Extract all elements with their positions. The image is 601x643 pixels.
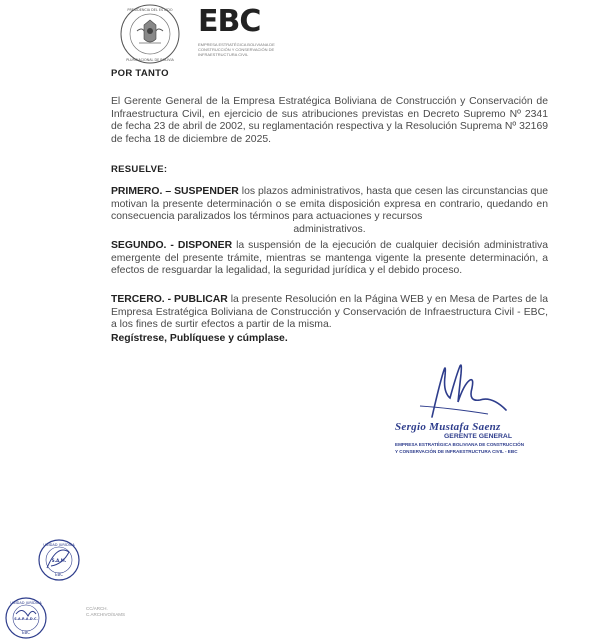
presidency-seal-icon (117, 3, 183, 65)
por-tanto-heading: POR TANTO (111, 68, 169, 79)
svg-text:PRESIDENCIA DEL ESTADO: PRESIDENCIA DEL ESTADO (127, 8, 173, 12)
article-tercero (111, 294, 548, 332)
segundo-label: SEGUNDO. - DISPONER (111, 240, 233, 251)
svg-text:EBC: EBC (22, 630, 30, 635)
signer-org-line1: EMPRESA ESTRATÉGICA BOLIVIANA DE CONSTRUCCIÓN (395, 442, 525, 447)
svg-text:UNIDAD JURÍDICA: UNIDAD JURÍDICA (10, 601, 42, 605)
article-segundo (111, 240, 548, 278)
segundo-text: la suspensión de la ejecución de cualquier decisión administrativa emergente del presente trámite, mientras se mantenga vigente la presente determinación, a efectos de resguardar la legalidad, la seguridad jurídica y el debido proceso. (111, 240, 549, 277)
primero-text: los plazos administrativos, hasta que cesen las circunstancias que motivan la presente determinación o se emita disposición expresa en contrario, quedando en consecuencia paralizados los términos para actuaciones y recursos (111, 186, 548, 223)
svg-text:UNIDAD JURÍDICA: UNIDAD JURÍDICA (43, 543, 75, 547)
signer-name: Sergio Mustafa Saenz (395, 421, 501, 433)
handwritten-signature (410, 362, 530, 424)
tercero-label: TERCERO. - PUBLICAR (111, 294, 228, 305)
closing-formula: Regístrese, Publíquese y cúmplase. (111, 333, 288, 344)
svg-text:EBC: EBC (55, 572, 63, 577)
signer-title: GERENTE GENERAL (444, 433, 512, 440)
legal-unit-stamp-2 (4, 596, 48, 640)
svg-text:S.A.R.A.D.C.: S.A.R.A.D.C. (14, 617, 38, 621)
por-tanto-paragraph: El Gerente General de la Empresa Estratégica Boliviana de Construcción y Conservación de Infraestructura Civil, en ejercicio de sus atribuciones previstas en Decreto Supremo Nº 2341 de fecha 23 de abril de 2002, su reglamentación respectiva y la Resolución Suprema Nº 32169 de fecha 18 de diciembre de 2025. (111, 96, 549, 145)
tercero-text: la presente Resolución en la Página WEB y en Mesa de Partes de la Empresa Estratégica Boliviana de Construcción y Conservación de Infraestructura Civil - EBC, a los fines de surtir efectos a partir de la misma. (111, 294, 548, 331)
legal-unit-stamp-1 (37, 538, 81, 582)
ebc-logo-text: EBC (198, 4, 261, 39)
resuelve-heading: RESUELVE: (111, 164, 168, 175)
ebc-logo (196, 4, 292, 56)
presidency-seal (117, 3, 183, 65)
article-primero (111, 186, 548, 236)
svg-text:S.A.M.: S.A.M. (51, 558, 67, 563)
primero-label: PRIMERO. – SUSPENDER (111, 186, 239, 197)
archive-note: CC/ARCH. C.ARCHIVO/SAMS (86, 606, 126, 617)
primero-text-end: administrativos. (293, 223, 366, 235)
ebc-logo-subtitle: EMPRESA ESTRATÉGICA BOLIVIANA DE CONSTRUCCIÓN Y CONSERVACIÓN DE INFRAESTRUCTURA CIVIL (198, 42, 275, 57)
svg-text:PLURINACIONAL DE BOLIVIA: PLURINACIONAL DE BOLIVIA (126, 58, 174, 62)
signer-org-line2: Y CONSERVACIÓN DE INFRAESTRUCTURA CIVIL - EBC (395, 449, 518, 454)
